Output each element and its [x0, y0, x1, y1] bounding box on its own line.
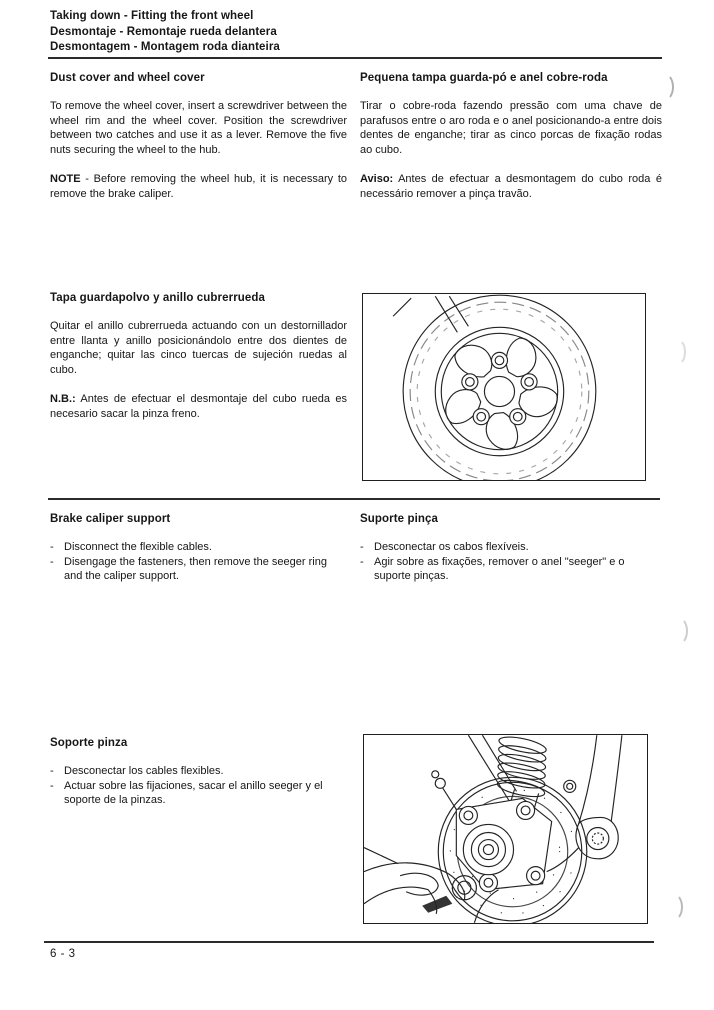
- page-title-pt: Desmontagem - Montagem roda dianteira: [50, 41, 280, 53]
- section-note: [360, 172, 662, 201]
- section-heading: Dust cover and wheel cover: [50, 72, 205, 84]
- bullet-text: Desconectar os cabos flexíveis.: [374, 541, 529, 553]
- bullet-list: [50, 540, 347, 584]
- section-heading: Suporte pinça: [360, 513, 438, 525]
- page-title-es: Desmontaje - Remontaje rueda delantera: [50, 25, 277, 38]
- note-label: NOTE: [50, 173, 81, 185]
- list-item: [50, 764, 347, 779]
- bullet-marker: -: [50, 765, 54, 777]
- section-heading: Pequena tampa guarda-pó e anel cobre-roda: [360, 72, 608, 84]
- section-heading: Soporte pinza: [50, 737, 128, 749]
- note-text: - Before removing the wheel hub, it is necessary to remove the brake caliper.: [50, 173, 347, 200]
- front-wheel-drawing: [363, 294, 645, 480]
- section-caliper-es: [50, 736, 347, 808]
- section-body: To remove the wheel cover, insert a screwdriver between the wheel rim and the wheel cover. Position the screwdriver between two catches and use it as a lever. Remove the five nuts securing the wheel to the hub.: [50, 100, 347, 156]
- section-note: [50, 172, 347, 201]
- section-divider: [48, 498, 660, 500]
- section-caliper-pt: [360, 512, 662, 584]
- scan-artifact: [667, 338, 686, 366]
- section-caliper-en: [50, 512, 347, 584]
- footer-divider: [44, 941, 654, 943]
- bullet-text: Disconnect the flexible cables.: [64, 541, 212, 553]
- bullet-text: Agir sobre as fixações, remover o anel "seeger" e o suporte pinças.: [374, 555, 625, 582]
- list-item: [360, 540, 662, 555]
- bullet-text: Disengage the fasteners, then remove the seeger ring and the caliper support.: [64, 555, 327, 582]
- bullet-marker: -: [360, 555, 364, 568]
- section-dust-cover-es: [50, 291, 347, 421]
- bullet-marker: -: [360, 541, 364, 553]
- list-item: [360, 555, 662, 584]
- bullet-marker: -: [50, 555, 54, 568]
- note-text: Antes de efectuar el desmontaje del cubo rueda es necesario sacar la pinza freno.: [50, 393, 347, 420]
- page-title-en: Taking down - Fitting the front wheel: [50, 10, 254, 22]
- section-body: Tirar o cobre-roda fazendo pressão com uma chave de parafusos entre o aro roda e o anel posicionando-a entre dois dentes de enganche; tirar as cinco porcas de fixação rodas ao cubo.: [360, 100, 662, 156]
- note-label: Aviso:: [360, 173, 394, 185]
- section-note: [50, 392, 347, 421]
- list-item: [50, 540, 347, 555]
- bullet-list: [50, 764, 347, 808]
- figure-front-wheel: [362, 293, 646, 481]
- scan-artifact: [669, 617, 688, 645]
- list-item: [50, 779, 347, 808]
- section-dust-cover-pt: [360, 71, 662, 201]
- section-body: Quitar el anillo cubrerrueda actuando con un destornillador entre llanta y anillo posicionándolo entre dos dientes de enganche; quitar las cinco tuercas de sujeción ruedas al cubo.: [50, 320, 347, 376]
- section-heading: Brake caliper support: [50, 513, 171, 525]
- brake-disc-drawing: [364, 735, 647, 923]
- page-number: 6 - 3: [50, 948, 76, 960]
- section-dust-cover-en: [50, 71, 347, 201]
- list-item: [50, 555, 347, 584]
- figure-brake-disc: [363, 734, 648, 924]
- header-divider: [48, 57, 662, 59]
- bullet-marker: -: [50, 541, 54, 553]
- bullet-list: [360, 540, 662, 584]
- bullet-marker: -: [50, 779, 54, 792]
- scan-artifact: [655, 73, 674, 101]
- note-label: N.B.:: [50, 393, 76, 405]
- bullet-text: Desconectar los cables flexibles.: [64, 765, 224, 777]
- page-header: [50, 9, 610, 56]
- note-text: Antes de efectuar a desmontagem do cubo roda é necessário remover a pinça travão.: [360, 173, 662, 200]
- bullet-text: Actuar sobre las fijaciones, sacar el anillo seeger y el soporte de la pinzas.: [64, 779, 323, 806]
- section-heading: Tapa guardapolvo y anillo cubrerrueda: [50, 292, 266, 304]
- scan-artifact: [664, 893, 683, 921]
